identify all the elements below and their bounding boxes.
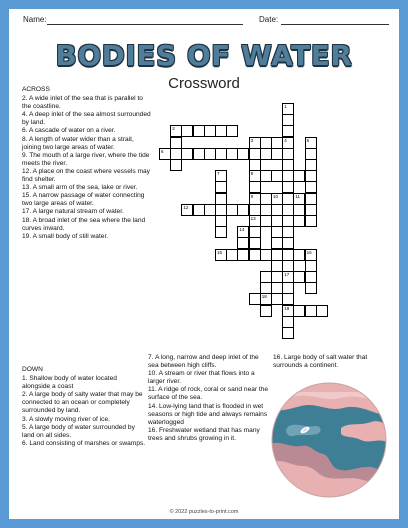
crossword-cell[interactable] — [204, 148, 216, 160]
crossword-cell[interactable] — [293, 204, 305, 216]
cell-number: 11 — [295, 193, 301, 199]
crossword-cell[interactable] — [282, 237, 294, 249]
crossword-cell[interactable] — [305, 137, 317, 149]
down-heading: DOWN — [22, 366, 43, 373]
clue-down-3: 3. A slowly moving river of ice. — [22, 415, 110, 423]
crossword-cell[interactable] — [249, 204, 261, 216]
crossword-cell[interactable] — [249, 137, 261, 149]
crossword-cell[interactable] — [215, 125, 227, 137]
crossword-cell[interactable] — [249, 170, 261, 182]
clue-down-11: 11. A ridge of rock, coral or sand near the surface of the sea. — [148, 386, 269, 402]
cell-number: 9 — [250, 193, 254, 199]
crossword-cell[interactable] — [305, 159, 317, 171]
crossword-cell[interactable] — [293, 170, 305, 182]
crossword-cell[interactable] — [305, 305, 317, 317]
crossword-cell[interactable] — [293, 249, 305, 261]
cell-number: 2 — [172, 126, 175, 132]
crossword-cell[interactable] — [305, 204, 317, 216]
crossword-cell[interactable] — [282, 148, 294, 160]
cell-number: 7 — [217, 171, 220, 177]
crossword-cell[interactable] — [215, 249, 227, 261]
crossword-cell[interactable] — [282, 114, 294, 126]
clue-across-12: 12. A place on the coast where vessels may find shelter. — [22, 167, 150, 184]
crossword-cell[interactable] — [193, 204, 205, 216]
crossword-cell[interactable] — [282, 125, 294, 137]
cell-number: 10 — [273, 193, 279, 199]
crossword-cell[interactable] — [215, 181, 227, 193]
clue-across-13: 13. A small arm of the sea, lake or river. — [22, 184, 138, 192]
cell-number: 19 — [284, 305, 290, 311]
clue-across-4: 4. A deep inlet of the sea almost surrounded by land. — [22, 111, 151, 127]
crossword-cell[interactable] — [260, 137, 272, 149]
crossword-cell[interactable] — [170, 125, 182, 137]
cell-number: 14 — [239, 227, 245, 233]
crossword-cell[interactable] — [181, 204, 193, 216]
clue-across-18: 18. A broad inlet of the sea where the land curves inward. — [22, 216, 146, 232]
crossword-cell[interactable] — [260, 249, 272, 261]
crossword-cell[interactable] — [271, 293, 283, 305]
crossword-cell[interactable] — [181, 148, 193, 160]
crossword-cell[interactable] — [249, 249, 261, 261]
crossword-cell[interactable] — [305, 181, 317, 193]
crossword-cell[interactable] — [260, 193, 272, 205]
across-clues — [22, 86, 152, 241]
copyright-footer: © 2022 puzzles-to-print.com — [169, 509, 239, 515]
down-clues-col2 — [148, 354, 270, 443]
name-label: Name: — [23, 15, 47, 24]
crossword-cell[interactable] — [282, 260, 294, 272]
clue-down-6: 6. Land consisting of marshes or swamps. — [22, 439, 146, 447]
crossword-cell[interactable] — [271, 271, 283, 283]
crossword-cell[interactable] — [305, 170, 317, 182]
down-clues-col3 — [273, 354, 395, 370]
crossword-cell[interactable] — [316, 305, 328, 317]
crossword-cell[interactable] — [271, 215, 283, 227]
crossword-cell[interactable] — [260, 305, 272, 317]
name-field[interactable] — [47, 24, 243, 25]
crossword-cell[interactable] — [305, 260, 317, 272]
crossword-cell[interactable] — [260, 282, 272, 294]
crossword-cell[interactable] — [293, 305, 305, 317]
crossword-cell[interactable] — [237, 226, 249, 238]
clue-down-2: 2. A large body of salty water that may be connected to an ocean or completely surrounded by land. — [22, 391, 143, 415]
crossword-cell[interactable] — [260, 170, 272, 182]
crossword-cell[interactable] — [170, 137, 182, 149]
clue-across-2: 2. A wide inlet of the sea that is parallel to the coastline. — [22, 95, 143, 111]
crossword-cell[interactable] — [282, 226, 294, 238]
crossword-cell[interactable] — [249, 193, 261, 205]
cell-number: 4 — [284, 137, 287, 143]
crossword-cell[interactable] — [260, 148, 272, 160]
crossword-cell[interactable] — [305, 148, 317, 160]
clue-down-10: 10. A stream or river that flows into a larger river. — [148, 370, 255, 386]
clue-ocean: 16. Large body of salt water that surrounds a continent. — [273, 354, 368, 370]
crossword-cell[interactable] — [249, 237, 261, 249]
clue-across-19: 19. A small body of still water. — [22, 232, 109, 240]
crossword-cell[interactable] — [282, 215, 294, 227]
crossword-cell[interactable] — [215, 148, 227, 160]
crossword-cell[interactable] — [215, 204, 227, 216]
crossword-cell[interactable] — [260, 204, 272, 216]
crossword-cell[interactable] — [271, 204, 283, 216]
clue-down-14: 14. Low-lying land that is flooded in wet seasons or high tide and always remains waterlogged — [148, 402, 268, 426]
crossword-cell[interactable] — [293, 271, 305, 283]
crossword-cell[interactable] — [293, 215, 305, 227]
cell-number: 1 — [284, 104, 287, 109]
crossword-cell[interactable] — [237, 249, 249, 261]
crossword-cell[interactable] — [271, 193, 283, 205]
clue-across-8: 8. A length of water wider than a strait, joining two large areas of water. — [22, 135, 134, 151]
crossword-cell[interactable] — [305, 215, 317, 227]
crossword-cell[interactable] — [271, 170, 283, 182]
crossword-cell[interactable] — [282, 305, 294, 317]
across-heading: ACROSS — [22, 86, 50, 93]
crossword-cell[interactable] — [282, 204, 294, 216]
crossword-cell[interactable] — [282, 249, 294, 261]
crossword-cell[interactable] — [204, 204, 216, 216]
clue-down-1: 1. Shallow body of water located alongside a coast — [22, 375, 117, 391]
crossword-cell[interactable] — [249, 293, 261, 305]
page-title: BODIES OF WATER — [55, 39, 353, 72]
crossword-cell[interactable] — [249, 215, 261, 227]
crossword-cell[interactable] — [305, 249, 317, 261]
date-label: Date: — [259, 15, 279, 24]
crossword-cell[interactable] — [271, 137, 283, 149]
crossword-cell[interactable] — [260, 215, 272, 227]
clue-across-17: 17. A large natural stream of water. — [22, 208, 124, 216]
cell-number: 13 — [250, 216, 256, 221]
worksheet — [9, 9, 399, 519]
cell-number: 18 — [261, 294, 267, 300]
crossword-cell[interactable] — [282, 327, 294, 339]
crossword-cell[interactable] — [215, 215, 227, 227]
crossword-cell[interactable] — [193, 125, 205, 137]
cell-number: 6 — [161, 148, 164, 154]
page-subtitle: Crossword — [168, 75, 240, 92]
date-field[interactable] — [281, 24, 389, 25]
crossword-cell[interactable] — [237, 204, 249, 216]
crossword-cell[interactable] — [215, 226, 227, 238]
crossword-cell[interactable] — [249, 159, 261, 171]
crossword-cell[interactable] — [282, 293, 294, 305]
crossword-cell[interactable] — [226, 249, 238, 261]
crossword-cell[interactable] — [305, 282, 317, 294]
cell-number: 15 — [217, 249, 223, 255]
crossword-cell[interactable] — [260, 271, 272, 283]
crossword-cell[interactable] — [282, 170, 294, 182]
crossword-cell[interactable] — [181, 125, 193, 137]
crossword-cell[interactable] — [260, 293, 272, 305]
crossword-cell[interactable] — [215, 193, 227, 205]
crossword-cell[interactable] — [170, 148, 182, 160]
crossword-cell[interactable] — [249, 148, 261, 160]
clue-across-15: 15. A narrow passage of water connecting two large areas of water. — [22, 192, 145, 208]
crossword-cell[interactable] — [271, 148, 283, 160]
crossword-cell[interactable] — [237, 237, 249, 249]
clue-down-5: 5. A large body of water surrounded by land on all sides. — [22, 423, 135, 439]
crossword-cell[interactable] — [282, 159, 294, 171]
crossword-cell[interactable] — [170, 159, 182, 171]
cell-number: 5 — [306, 137, 310, 143]
cell-number: 17 — [284, 272, 290, 277]
clue-across-9: 9. The mouth of a large river, where the tide meets the river. — [22, 151, 150, 167]
crossword-cell[interactable] — [271, 226, 283, 238]
globe-illustration — [271, 382, 387, 498]
crossword-cell[interactable] — [159, 148, 171, 160]
crossword-cell[interactable] — [271, 249, 283, 261]
crossword-cell[interactable] — [237, 148, 249, 160]
crossword-cell[interactable] — [226, 125, 238, 137]
crossword-cell[interactable] — [282, 316, 294, 328]
crossword-cell[interactable] — [282, 193, 294, 205]
crossword-cell[interactable] — [282, 282, 294, 294]
crossword-cell[interactable] — [226, 148, 238, 160]
cell-number: 16 — [306, 249, 312, 255]
crossword-cell[interactable] — [271, 260, 283, 272]
crossword-cell[interactable] — [249, 226, 261, 238]
down-clues-col1 — [22, 366, 146, 448]
crossword-cell[interactable] — [282, 137, 294, 149]
crossword-cell[interactable] — [271, 237, 283, 249]
clue-down-16: 16. Freshwater wetland that has many trees and shrubs growing in it. — [148, 426, 260, 442]
clue-across-6: 6. A cascade of water on a river. — [22, 127, 116, 135]
crossword-cell[interactable] — [282, 181, 294, 193]
crossword-cell[interactable] — [305, 271, 317, 283]
cell-number: 3 — [250, 137, 254, 143]
cell-number: 12 — [183, 204, 189, 210]
crossword-cell[interactable] — [293, 193, 305, 205]
crossword-cell[interactable] — [282, 103, 294, 115]
crossword-cell[interactable] — [305, 193, 317, 205]
cell-number: 8 — [250, 171, 254, 177]
crossword-cell[interactable] — [193, 148, 205, 160]
crossword-cell[interactable] — [215, 170, 227, 182]
crossword-cell[interactable] — [249, 181, 261, 193]
clue-down-7: 7. A long, narrow and deep inlet of the sea between high cliffs. — [148, 354, 259, 370]
crossword-cell[interactable] — [226, 204, 238, 216]
crossword-cell[interactable] — [204, 125, 216, 137]
crossword-cell[interactable] — [282, 271, 294, 283]
